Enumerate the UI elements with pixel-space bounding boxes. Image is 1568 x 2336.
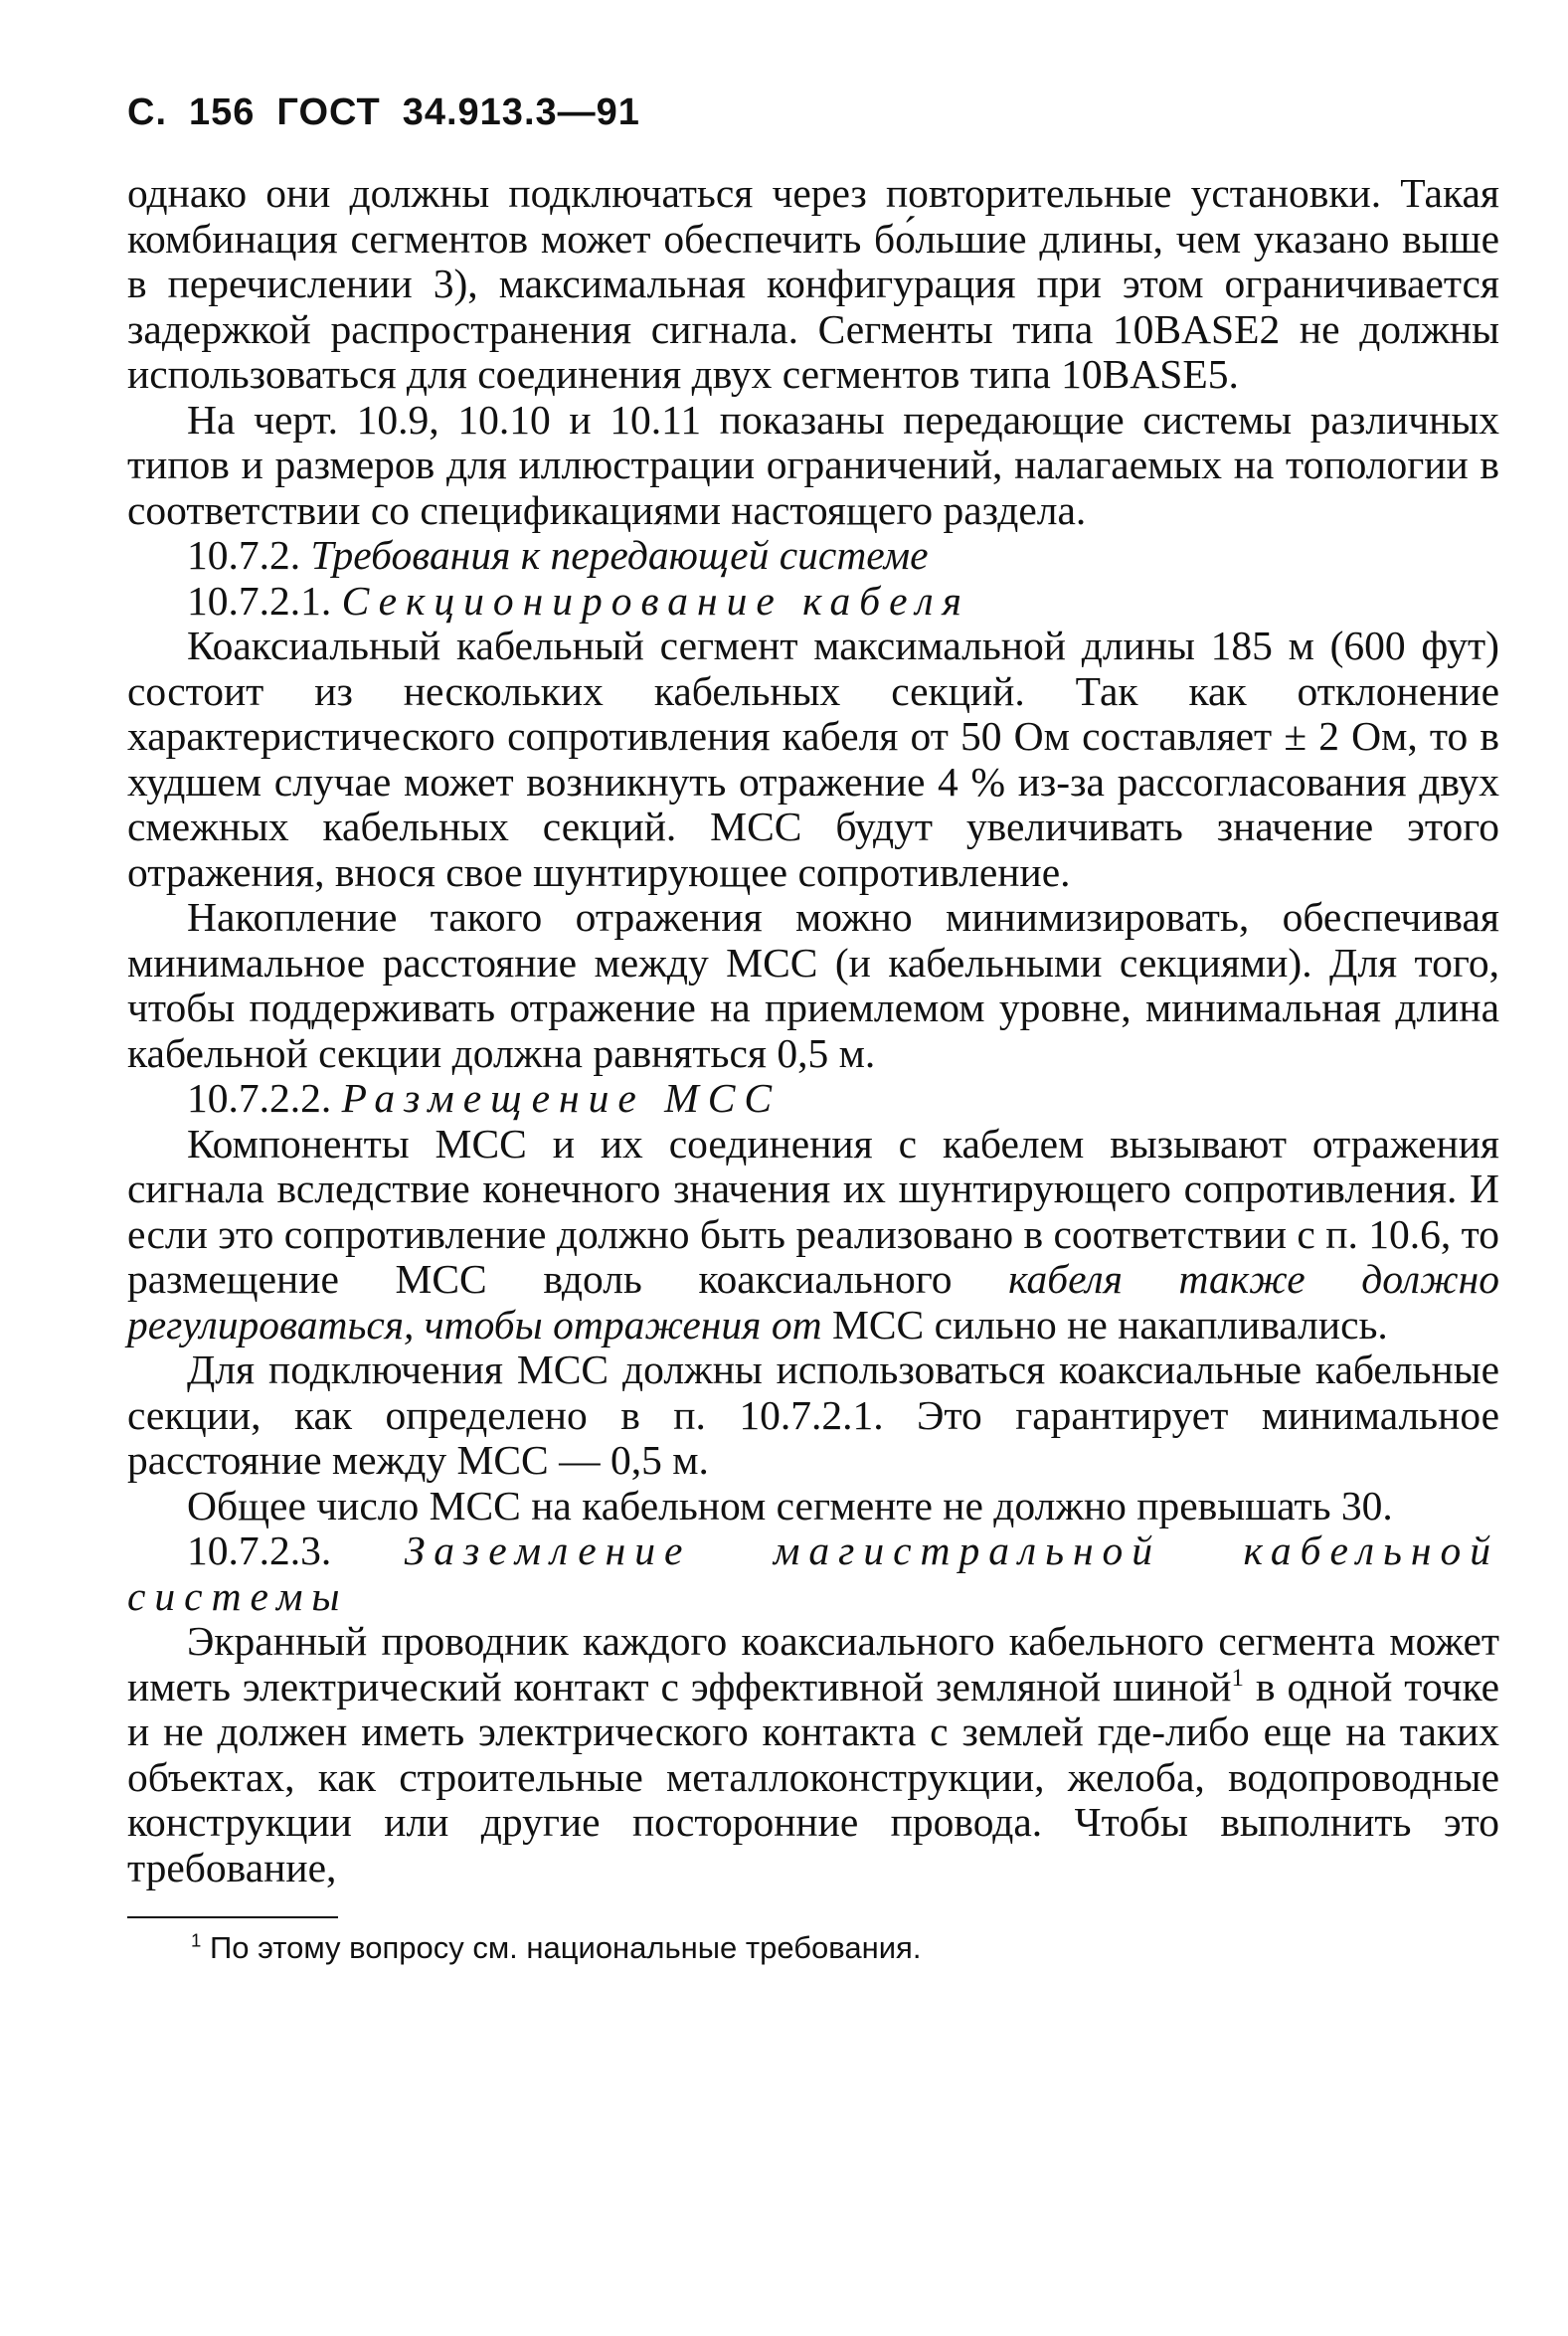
paragraph: На черт. 10.9, 10.10 и 10.11 показаны передающие системы различных типов и размеров для иллюстрации ограничений, налагаемых на топологии в соответствии со спецификациями настоящего раздела.: [127, 396, 1499, 533]
section-number: 10.7.2.1.: [187, 577, 332, 624]
footnote-text: По этому вопросу см. национальные требования.: [209, 1930, 922, 1965]
paragraph: Общее число МСС на кабельном сегменте не должно превышать 30.: [187, 1482, 1393, 1528]
body-text: [127, 171, 1499, 1890]
section-heading: [127, 1528, 1499, 1619]
section-heading: [127, 579, 1499, 625]
document-page: [127, 91, 1499, 1968]
paragraph-text: Компоненты МСС и их соединения с кабелем вызывают отражения сигнала вследствие конечного значения их шунтирующего сопротивления. И если это сопротивление должно быть реализовано в соответствии с п. 10.6, то размещение МСС вдоль коаксиального: [127, 1120, 1499, 1302]
paragraph: [127, 1619, 1499, 1890]
section-title: Секционирование кабеля: [341, 577, 970, 624]
paragraph: [127, 1122, 1499, 1348]
section-title: Размещение МСС: [341, 1075, 782, 1121]
standard-name: ГОСТ: [276, 91, 381, 133]
page-letter: С.: [127, 91, 167, 133]
paragraph-text: в одной точке и не должен иметь электрического контакта с землей где-либо еще на таких объектах, как строительные металлоконструкции, желоба, водопроводные конструкции или другие посторонние провода. Чтобы выполнить это требование,: [127, 1663, 1499, 1890]
section-title: Требования к передающей системе: [310, 532, 929, 578]
section-heading: [127, 1076, 1499, 1122]
paragraph-text: МСС сильно не накапливались.: [821, 1301, 1388, 1348]
paragraph-text: Экранный проводник каждого коаксиального кабельного сегмента может иметь электрический контакт с эффективной земляной шиной: [127, 1618, 1499, 1709]
paragraph: однако они должны подключаться через повторительные установки. Такая комбинация сегментов может обеспечить бо́льшие длины, чем указано выше в перечислении 3), максимальная конфигурация при этом ограничивается задержкой распространения сигнала. Сегменты типа 10BASE2 не должны использоваться для соединения двух сегментов типа 10BASE5.: [127, 170, 1499, 397]
footnote-mark: 1: [191, 1929, 202, 1951]
section-heading: [127, 533, 1499, 579]
paragraph: Накопление такого отражения можно минимизировать, обеспечивая минимальное расстояние между МСС (и кабельными секциями). Для того, чтобы поддерживать отражение на приемлемом уровне, минимальная длина кабельной секции должна равняться 0,5 м.: [127, 894, 1499, 1076]
paragraph: Для подключения МСС должны использоваться коаксиальные кабельные секции, как определено в п. 10.7.2.1. Это гарантирует минимальное расстояние между МСС — 0,5 м.: [127, 1347, 1499, 1483]
section-number: 10.7.2.: [187, 532, 301, 578]
footnote-reference: 1: [1231, 1664, 1244, 1692]
page-number: 156: [189, 91, 256, 133]
paragraph: Коаксиальный кабельный сегмент максимальной длины 185 м (600 фут) состоит из нескольких кабельных секций. Так как отклонение характеристического сопротивления кабеля от 50 Ом составляет ± 2 Ом, то в худшем случае может возникнуть отражение 4 % из-за рассогласования двух смежных кабельных секций. МСС будут увеличивать значение этого отражения, внося свое шунтирующее сопротивление.: [127, 623, 1499, 895]
footnote-divider: [127, 1916, 338, 1918]
section-title: Заземление магистральной кабельной системы: [127, 1527, 1499, 1619]
section-number: 10.7.2.2.: [187, 1075, 332, 1121]
section-number: 10.7.2.3.: [187, 1527, 332, 1573]
standard-number: 34.913.3—91: [402, 91, 640, 133]
paragraph-italic-text: кабеля также должно регулироваться, чтобы отражения от: [127, 1256, 1499, 1348]
footnote: [127, 1928, 1499, 1968]
page-header: [127, 91, 1499, 153]
